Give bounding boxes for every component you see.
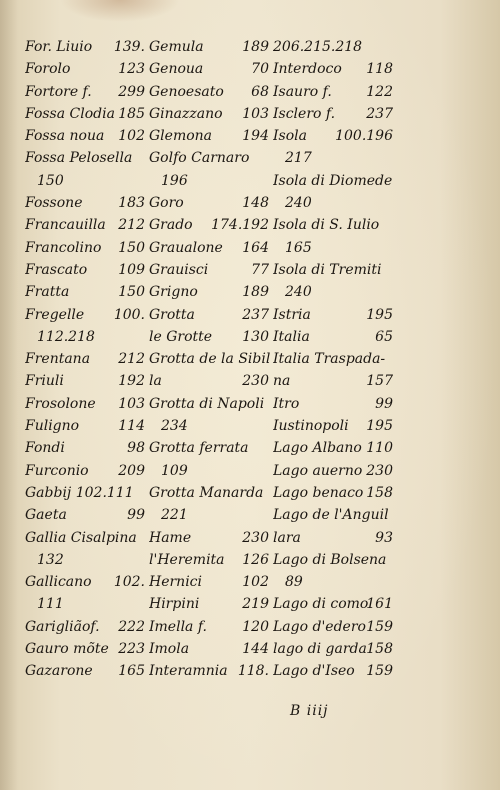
entry-term: le Grotte bbox=[149, 328, 213, 345]
entry-term: 112.218 bbox=[37, 328, 95, 345]
entry-term: Gazarone bbox=[25, 663, 93, 680]
index-entry bbox=[25, 393, 147, 415]
entry-page-number: 123 bbox=[118, 61, 145, 78]
entry-page-number: 103 bbox=[242, 105, 269, 122]
entry-term: Italia bbox=[273, 328, 310, 345]
entry-term: Frentana bbox=[25, 351, 91, 368]
entry-term: Lago di como bbox=[273, 596, 369, 613]
entry-term: Isola bbox=[273, 128, 307, 145]
entry-page-number: 102 bbox=[242, 574, 269, 591]
index-entry bbox=[273, 170, 395, 192]
entry-term: Grotta di Napoli bbox=[149, 395, 265, 412]
entry-term: Fossa noua bbox=[25, 128, 105, 145]
entry-page-number: 122 bbox=[366, 83, 393, 100]
index-entry bbox=[149, 549, 271, 571]
entry-term: Fondi bbox=[25, 440, 65, 457]
entry-page-number: 65 bbox=[375, 328, 393, 345]
entry-page-number: 130 bbox=[242, 328, 269, 345]
index-entry bbox=[273, 638, 395, 660]
index-entry bbox=[273, 616, 395, 638]
entry-term: Grotta Manarda bbox=[149, 484, 264, 501]
entry-term: la bbox=[149, 373, 162, 390]
entry-page-number: 159 bbox=[366, 618, 393, 635]
entry-page-number: 114 bbox=[118, 418, 145, 435]
entry-term: Iustinopoli bbox=[273, 418, 349, 435]
entry-term: Lago d'edero bbox=[273, 618, 366, 635]
entry-term: l'Heremita bbox=[149, 551, 225, 568]
entry-term: Hirpini bbox=[149, 596, 200, 613]
entry-page-number: 157 bbox=[366, 373, 393, 390]
index-entry bbox=[25, 660, 147, 682]
index-entry bbox=[25, 192, 147, 214]
entry-page-number: 109 bbox=[118, 261, 145, 278]
entry-page-number: 102 bbox=[118, 128, 145, 145]
index-entry bbox=[149, 237, 271, 259]
entry-term: Imola bbox=[149, 641, 190, 658]
entry-term: Fossa Pelosella bbox=[25, 150, 133, 167]
entry-term: Lago de l'Anguil bbox=[273, 507, 389, 524]
entry-term: Isola di S. Iulio bbox=[273, 217, 380, 234]
entry-page-number: 165 bbox=[118, 663, 145, 680]
entry-term: Isauro f. bbox=[273, 83, 332, 100]
index-entry bbox=[273, 125, 395, 147]
index-entry bbox=[25, 259, 147, 281]
entry-page-number: 158 bbox=[366, 641, 393, 658]
index-entry bbox=[25, 326, 147, 348]
index-entry bbox=[149, 460, 271, 482]
index-entry bbox=[273, 259, 395, 281]
index-entry bbox=[273, 304, 395, 326]
index-entry bbox=[149, 571, 271, 593]
entry-term: Isola di Diomede bbox=[273, 172, 393, 189]
index-entry bbox=[25, 593, 147, 615]
entry-term: Lago benaco bbox=[273, 484, 364, 501]
entry-term: 206.215.218 bbox=[273, 39, 363, 55]
entry-page-number: 174.192 bbox=[211, 217, 269, 234]
index-entry bbox=[25, 638, 147, 660]
index-entry bbox=[25, 549, 147, 571]
entry-page-number: 118 bbox=[366, 61, 393, 78]
index-entry bbox=[149, 370, 271, 392]
entry-term: Friuli bbox=[25, 373, 64, 390]
index-entry bbox=[273, 571, 395, 593]
index-entry bbox=[25, 370, 147, 392]
index-entry bbox=[25, 170, 147, 192]
entry-term: Lago Albano bbox=[273, 440, 362, 457]
index-entry bbox=[25, 214, 147, 236]
index-entry bbox=[273, 415, 395, 437]
index-entry bbox=[273, 81, 395, 103]
index-entry bbox=[273, 58, 395, 80]
gutter-shadow bbox=[0, 0, 18, 790]
entry-term: Fossa Clodia bbox=[25, 105, 115, 122]
entry-page-number: 183 bbox=[118, 195, 145, 212]
index-entry bbox=[273, 549, 395, 571]
entry-term: Lago di Bolsena bbox=[273, 551, 387, 568]
entry-page-number: 150 bbox=[37, 172, 64, 189]
entry-page-number: 118. bbox=[237, 663, 269, 680]
index-entry bbox=[25, 81, 147, 103]
entry-term: Isclero f. bbox=[273, 105, 336, 122]
entry-page-number: 100. bbox=[113, 306, 145, 323]
index-entry bbox=[149, 437, 271, 459]
index-entry bbox=[273, 393, 395, 415]
entry-page-number: 99 bbox=[127, 507, 145, 524]
entry-term: Fuligno bbox=[25, 418, 80, 435]
entry-page-number: 70 bbox=[251, 61, 269, 78]
entry-term: Isola di Tremiti bbox=[273, 261, 382, 278]
index-entry bbox=[273, 192, 395, 214]
entry-term: Fortore f. bbox=[25, 83, 92, 100]
entry-page-number: 209 bbox=[118, 462, 145, 479]
index-entry bbox=[149, 593, 271, 615]
index-entry bbox=[149, 638, 271, 660]
index-entry bbox=[273, 482, 395, 504]
entry-page-number: 99 bbox=[375, 395, 393, 412]
index-entry bbox=[149, 616, 271, 638]
entry-term: Grauisci bbox=[149, 261, 209, 278]
entry-term: Genoesato bbox=[149, 83, 224, 100]
entry-page-number: 212 bbox=[118, 217, 145, 234]
index-entry bbox=[273, 460, 395, 482]
index-entry bbox=[273, 103, 395, 125]
entry-term: Gabbij 102.111 bbox=[25, 484, 134, 501]
entry-term: Grotta bbox=[149, 306, 195, 323]
entry-page-number: 68 bbox=[251, 83, 269, 100]
index-entry bbox=[273, 437, 395, 459]
entry-page-number: 159 bbox=[366, 663, 393, 680]
entry-term: Frascato bbox=[25, 261, 88, 278]
entry-page-number: 230 bbox=[366, 462, 393, 479]
entry-page-number: 194 bbox=[242, 128, 269, 145]
entry-term: Gallicano bbox=[25, 574, 92, 591]
entry-page-number: 192 bbox=[118, 373, 145, 390]
signature-mark: B iiij bbox=[290, 703, 329, 719]
index-entry bbox=[273, 527, 395, 549]
entry-term: Grotta ferrata bbox=[149, 440, 249, 457]
entry-term: 111 bbox=[37, 596, 64, 613]
entry-page-number: 100.196 bbox=[335, 128, 393, 145]
entry-page-number: 223 bbox=[118, 641, 145, 658]
entry-term: For. Liuio bbox=[25, 39, 93, 55]
entry-page-number: 150 bbox=[118, 239, 145, 256]
index-entry bbox=[149, 527, 271, 549]
index-entry bbox=[25, 36, 147, 58]
index-entry bbox=[149, 259, 271, 281]
entry-term: Lago d'Iseo bbox=[273, 663, 355, 680]
entry-page-number: 102. bbox=[113, 574, 145, 591]
index-entry bbox=[149, 103, 271, 125]
index-entry bbox=[149, 192, 271, 214]
index-entry bbox=[273, 660, 395, 682]
entry-term: Gallia Cisalpina bbox=[25, 529, 137, 546]
entry-term: Furconio bbox=[25, 462, 89, 479]
entry-term: Interamnia bbox=[149, 663, 228, 680]
entry-term: Lago auerno bbox=[273, 462, 363, 479]
entry-page-number: 299 bbox=[118, 83, 145, 100]
entry-page-number: 219 bbox=[242, 596, 269, 613]
index-entry bbox=[273, 281, 395, 303]
index-entry bbox=[25, 571, 147, 593]
index-entry bbox=[149, 58, 271, 80]
entry-page-number: 212 bbox=[118, 351, 145, 368]
entry-term: Ginazzano bbox=[149, 105, 223, 122]
entry-term: 221 bbox=[161, 507, 188, 524]
index-entry bbox=[25, 58, 147, 80]
entry-term: Goro bbox=[149, 195, 184, 212]
entry-term: Grigno bbox=[149, 284, 198, 301]
index-entry bbox=[273, 147, 395, 169]
entry-term: lara bbox=[273, 529, 301, 546]
index-entry bbox=[149, 504, 271, 526]
index-entry bbox=[273, 214, 395, 236]
index-entry bbox=[25, 482, 147, 504]
index-entry bbox=[25, 527, 147, 549]
entry-term: Istria bbox=[273, 306, 311, 323]
index-entry bbox=[25, 437, 147, 459]
entry-page-number: 103 bbox=[118, 395, 145, 412]
entry-term: Hernici bbox=[149, 574, 202, 591]
entry-term: Itro bbox=[273, 395, 300, 412]
entry-term: Francauilla bbox=[25, 217, 106, 234]
index-entry bbox=[25, 415, 147, 437]
index-entry bbox=[273, 370, 395, 392]
entry-term: 196 bbox=[161, 172, 188, 189]
entry-page-number: 195 bbox=[366, 418, 393, 435]
entry-page-number: 189 bbox=[242, 284, 269, 301]
index-entry bbox=[25, 281, 147, 303]
index-entry bbox=[149, 482, 271, 504]
index-entry bbox=[25, 616, 147, 638]
entry-term: Grotta de la Sibil bbox=[149, 351, 271, 368]
index-entry bbox=[273, 237, 395, 259]
entry-term: 132 bbox=[37, 551, 64, 568]
index-entry bbox=[25, 348, 147, 370]
entry-term: Fregelle bbox=[25, 306, 85, 323]
entry-term: Gauro mõte bbox=[25, 641, 109, 658]
entry-term: Forolo bbox=[25, 61, 71, 78]
paper-stain bbox=[60, 0, 180, 22]
entry-page-number: 230 bbox=[242, 373, 269, 390]
entry-term: lago di garda bbox=[273, 641, 367, 658]
entry-page-number: 161 bbox=[366, 596, 393, 613]
entry-page-number: 77 bbox=[251, 261, 269, 278]
index-entry bbox=[25, 504, 147, 526]
entry-page-number: 237 bbox=[366, 105, 393, 122]
entry-page-number: 164 bbox=[242, 239, 269, 256]
entry-page-number: 150 bbox=[118, 284, 145, 301]
entry-term: Graualone bbox=[149, 239, 223, 256]
index-entry bbox=[273, 348, 395, 370]
index-entry bbox=[149, 81, 271, 103]
index-entry bbox=[25, 460, 147, 482]
index-entry bbox=[149, 348, 271, 370]
entry-page-number: 110 bbox=[366, 440, 393, 457]
entry-term: Glemona bbox=[149, 128, 213, 145]
entry-page-number: 195 bbox=[366, 306, 393, 323]
entry-term: 165 bbox=[285, 239, 312, 256]
index-entry bbox=[149, 393, 271, 415]
entry-term: Francolino bbox=[25, 239, 102, 256]
entry-page-number: 139. bbox=[113, 39, 145, 55]
entry-term: 109 bbox=[161, 462, 188, 479]
entry-term: Genoua bbox=[149, 61, 204, 78]
entry-page-number: 189 bbox=[242, 39, 269, 55]
index-entry bbox=[273, 593, 395, 615]
index-entry bbox=[149, 170, 271, 192]
index-entry bbox=[149, 326, 271, 348]
entry-term: Gemula bbox=[149, 39, 204, 55]
entry-page-number: 120 bbox=[242, 618, 269, 635]
entry-term: 240 bbox=[285, 195, 312, 212]
entry-term: Imella f. bbox=[149, 618, 207, 635]
index-entry bbox=[273, 504, 395, 526]
index-entry bbox=[25, 237, 147, 259]
index-column-1 bbox=[25, 36, 147, 683]
entry-page-number: 230 bbox=[242, 529, 269, 546]
entry-page-number: 148 bbox=[242, 195, 269, 212]
index-entry bbox=[25, 103, 147, 125]
entry-page-number: 98 bbox=[127, 440, 145, 457]
index-entry bbox=[25, 304, 147, 326]
entry-term: Gaeta bbox=[25, 507, 67, 524]
entry-page-number: 144 bbox=[242, 641, 269, 658]
entry-term: 89 bbox=[285, 574, 303, 591]
entry-page-number: 185 bbox=[118, 105, 145, 122]
index-entry bbox=[149, 660, 271, 682]
index-column-3 bbox=[273, 36, 395, 683]
entry-term: Garigliãof. bbox=[25, 618, 100, 635]
entry-term: Italia Traspada- bbox=[273, 351, 386, 368]
entry-term: Frosolone bbox=[25, 395, 96, 412]
entry-page-number: 93 bbox=[375, 529, 393, 546]
entry-term: Fossone bbox=[25, 195, 83, 212]
entry-term: Fratta bbox=[25, 284, 70, 301]
entry-term: na bbox=[273, 373, 291, 390]
entry-term: Golfo Carnaro bbox=[149, 150, 250, 167]
entry-term: Interdoco bbox=[273, 61, 342, 78]
index-entry bbox=[149, 304, 271, 326]
index-entry bbox=[273, 326, 395, 348]
index-entry bbox=[149, 125, 271, 147]
index-entry bbox=[25, 147, 147, 169]
entry-page-number: 222 bbox=[118, 618, 145, 635]
index-column-2 bbox=[149, 36, 271, 683]
entry-page-number: 158 bbox=[366, 484, 393, 501]
entry-term: 240 bbox=[285, 284, 312, 301]
index-entry bbox=[25, 125, 147, 147]
index-entry bbox=[273, 36, 395, 58]
entry-term: Grado bbox=[149, 217, 193, 234]
entry-page-number: 126 bbox=[242, 551, 269, 568]
index-entry bbox=[149, 36, 271, 58]
entry-page-number: 237 bbox=[242, 306, 269, 323]
index-entry bbox=[149, 147, 271, 169]
entry-term: 217 bbox=[285, 150, 312, 167]
index-entry bbox=[149, 214, 271, 236]
entry-term: Hame bbox=[149, 529, 192, 546]
entry-term: 234 bbox=[161, 418, 188, 435]
index-entry bbox=[149, 415, 271, 437]
index-entry bbox=[149, 281, 271, 303]
